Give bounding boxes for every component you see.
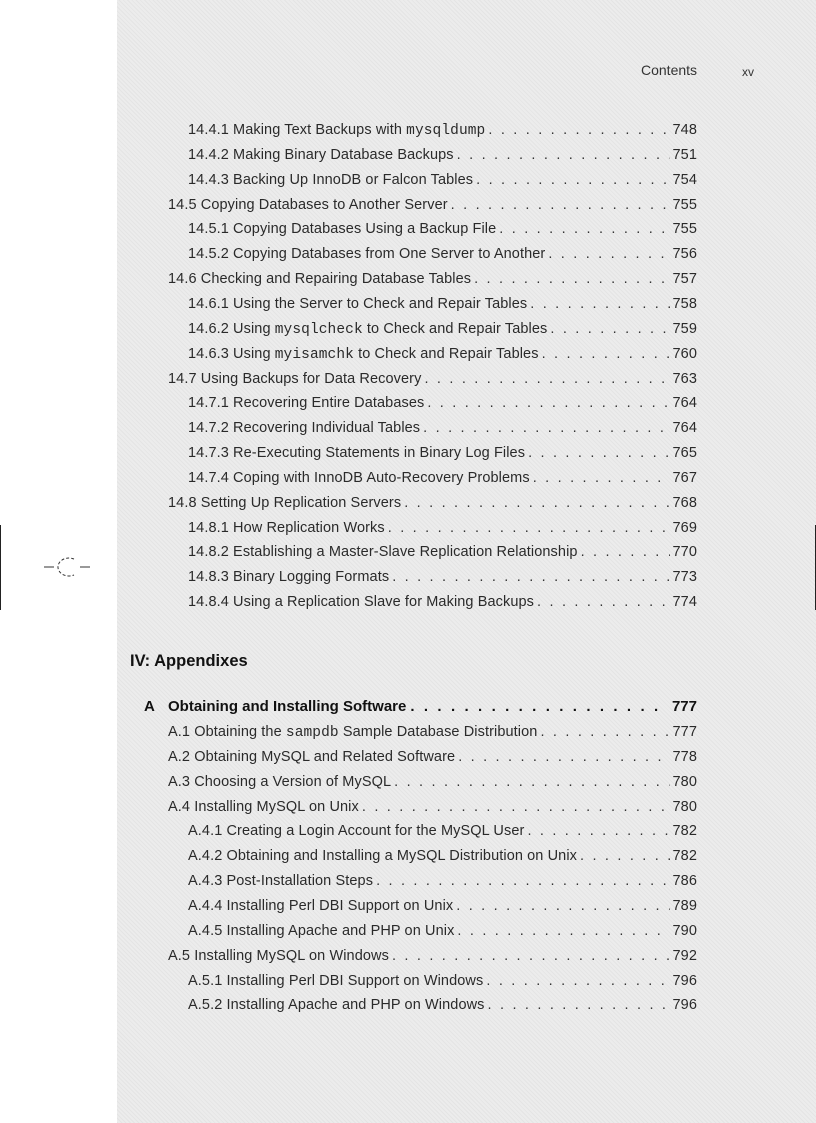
toc-entry-page: 777 <box>672 724 697 740</box>
toc-entry-page: 782 <box>672 848 697 865</box>
toc-entry-text: A.5 Installing MySQL on Windows <box>168 947 389 964</box>
toc-entry-title <box>188 393 424 413</box>
toc-entry-page: 770 <box>672 544 697 561</box>
toc-entry-text: A.4 Installing MySQL on Unix <box>168 798 359 815</box>
toc-entry-page: 760 <box>672 345 697 362</box>
dot-leader <box>362 797 670 817</box>
toc-entry[interactable] <box>0 468 697 488</box>
dot-leader <box>581 542 670 562</box>
toc-entry-code: mysqlcheck <box>274 321 363 338</box>
toc-entry[interactable] <box>0 921 697 941</box>
dot-leader <box>404 493 669 513</box>
toc-entry-text: 14.5 Copying Databases to Another Server <box>168 196 448 213</box>
dot-leader <box>394 772 669 792</box>
toc-entry[interactable] <box>0 896 697 916</box>
running-header <box>0 62 816 82</box>
toc-entry-text: 14.6.1 Using the Server to Check and Repair Tables <box>188 295 528 312</box>
dot-leader <box>458 747 669 767</box>
dot-leader <box>427 393 669 413</box>
toc-entry[interactable] <box>0 145 697 165</box>
toc-entry-page: 780 <box>672 798 697 815</box>
toc-entry-title <box>168 797 359 817</box>
toc-entry-text: A.4.1 Creating a Login Account for the MySQL User <box>188 823 525 840</box>
dot-leader <box>392 946 670 966</box>
toc-entry[interactable] <box>0 971 697 991</box>
toc-entry-title <box>188 592 534 612</box>
toc-entry[interactable] <box>0 294 697 314</box>
toc-entry-title <box>168 722 537 743</box>
header-section-title: Contents <box>641 62 698 78</box>
dot-leader <box>451 195 670 215</box>
toc-entry-text: 14.8.2 Establishing a Master-Slave Replication Relationship <box>188 544 578 561</box>
toc-entry-title <box>188 542 578 562</box>
dot-leader <box>499 219 669 239</box>
toc-entry-page: 755 <box>672 196 697 213</box>
toc-entry-title <box>168 195 448 215</box>
dot-leader <box>457 921 669 941</box>
toc-entry[interactable] <box>0 592 697 612</box>
toc-entry-page: 755 <box>672 221 697 238</box>
dot-leader <box>392 567 669 587</box>
dot-leader <box>423 418 669 438</box>
toc-entry-page: 792 <box>672 947 697 964</box>
toc-entry-page: 757 <box>672 271 697 288</box>
chapter-title: Obtaining and Installing Software <box>168 698 407 715</box>
toc-entry-title <box>188 921 454 941</box>
toc-entry-title <box>168 493 401 513</box>
dot-leader <box>488 995 670 1015</box>
dot-leader <box>530 294 669 314</box>
dot-leader <box>542 344 670 364</box>
dot-leader <box>550 319 669 339</box>
header-page-number: xv <box>742 65 754 79</box>
toc-entry-page: 764 <box>672 420 697 437</box>
toc-entry-text: 14.7.1 Recovering Entire Databases <box>188 395 425 412</box>
toc-entry-page: 758 <box>672 295 697 312</box>
toc-entry-title <box>168 946 389 966</box>
toc-entry-page: 764 <box>672 395 697 412</box>
toc-entry-title <box>188 995 485 1015</box>
toc-entry-title <box>188 145 454 165</box>
toc-entry-text: A.3 Choosing a Version of MySQL <box>168 773 392 790</box>
toc-entry-text: 14.4.1 Making Text Backups with <box>188 122 407 138</box>
toc-entry-page: 751 <box>672 146 697 163</box>
toc-entry-title <box>188 971 483 991</box>
chapter-page: 777 <box>671 698 697 715</box>
dot-leader <box>533 468 670 488</box>
toc-entry-title <box>188 319 547 340</box>
toc-entry-title <box>188 518 385 538</box>
toc-entry-title <box>188 120 485 141</box>
toc-entry[interactable] <box>0 747 697 767</box>
toc-entry-title <box>188 294 527 314</box>
toc-entry[interactable] <box>0 846 697 866</box>
toc-entry-text: 14.8.1 How Replication Works <box>188 519 385 536</box>
toc-entry-page: 748 <box>672 122 697 138</box>
toc-entry[interactable] <box>0 319 697 339</box>
toc-entry[interactable] <box>0 418 697 438</box>
toc-entry-text: 14.4.3 Backing Up InnoDB or Falcon Tables <box>188 171 474 188</box>
toc-entry-title <box>188 896 453 916</box>
toc-entry-text-suffix: Sample Database Distribution <box>338 724 538 740</box>
toc-entry-page: 774 <box>672 594 697 611</box>
toc-entry-title <box>188 821 524 841</box>
toc-entry[interactable] <box>0 821 697 841</box>
toc-entry-title <box>168 772 391 792</box>
toc-entry-page: 790 <box>672 922 697 939</box>
toc-entry-title <box>168 369 421 389</box>
toc-entry-page: 786 <box>672 873 697 890</box>
toc-entry-text-suffix: to Check and Repair Tables <box>353 345 539 362</box>
toc-entry-text: 14.7.4 Coping with InnoDB Auto-Recovery Problems <box>188 469 530 486</box>
toc-entry[interactable] <box>0 946 697 966</box>
toc-entry-page: 765 <box>672 445 697 462</box>
toc-entry-page: 780 <box>672 773 697 790</box>
toc-entry-text: 14.8.3 Binary Logging Formats <box>188 569 390 586</box>
toc-entry-text: 14.8 Setting Up Replication Servers <box>168 494 402 511</box>
dot-leader <box>388 518 670 538</box>
toc-entry-text: 14.6 Checking and Repairing Database Tables <box>168 271 472 288</box>
toc-entry-title <box>188 846 577 866</box>
dot-leader <box>488 120 669 140</box>
toc-entry[interactable] <box>0 244 697 264</box>
toc-entry-text: 14.8.4 Using a Replication Slave for Making Backups <box>188 594 535 611</box>
toc-entry-title <box>188 468 530 488</box>
toc-entry[interactable] <box>0 772 697 792</box>
toc-entry-page: 782 <box>672 823 697 840</box>
toc-entry[interactable] <box>0 722 697 742</box>
toc-entry[interactable] <box>0 542 697 562</box>
toc-entry[interactable] <box>0 493 697 513</box>
toc-entry-code: myisamchk <box>274 346 354 363</box>
toc-entry[interactable] <box>0 219 697 239</box>
toc-entry-text: A.4.3 Post-Installation Steps <box>188 873 374 890</box>
toc-entry-text: 14.7.2 Recovering Individual Tables <box>188 420 421 437</box>
toc-entry-text: A.4.5 Installing Apache and PHP on Unix <box>188 922 455 939</box>
toc-entry-text: A.1 Obtaining the <box>168 724 286 740</box>
toc-entry-text: 14.7.3 Re-Executing Statements in Binary Log Files <box>188 445 526 462</box>
dot-leader <box>456 896 669 916</box>
dot-leader <box>537 592 669 612</box>
dot-leader <box>527 821 669 841</box>
toc-entry-text: 14.6.2 Using <box>188 320 275 337</box>
dot-leader <box>476 170 669 190</box>
dot-leader <box>474 269 669 289</box>
toc-entry-page: 769 <box>672 519 697 536</box>
toc-entry-text: A.5.1 Installing Perl DBI Support on Windows <box>188 972 484 989</box>
toc-entry-code: mysqldump <box>406 123 486 139</box>
dot-leader <box>528 443 669 463</box>
toc-entry-page: 767 <box>672 469 697 486</box>
toc-entry-text: 14.5.2 Copying Databases from One Server to Another <box>188 246 546 263</box>
toc-entry-text: 14.4.2 Making Binary Database Backups <box>188 146 454 163</box>
toc-entry-page: 796 <box>672 997 697 1014</box>
toc-entry[interactable] <box>0 195 697 215</box>
toc-entry-page: 768 <box>672 494 697 511</box>
toc-entry[interactable] <box>0 369 697 389</box>
toc-entry-page: 763 <box>672 370 697 387</box>
toc-entry-title <box>168 269 471 289</box>
toc-entry-text: 14.7 Using Backups for Data Recovery <box>168 370 422 387</box>
toc-entry-title <box>168 747 455 767</box>
toc-entry-text: A.4.4 Installing Perl DBI Support on Unix <box>188 897 454 914</box>
toc-entry-title <box>188 871 373 891</box>
toc-entry[interactable] <box>0 344 697 364</box>
toc-entry[interactable] <box>0 170 697 190</box>
toc-entry[interactable] <box>0 567 697 587</box>
dot-leader <box>376 871 669 891</box>
dot-leader <box>424 369 669 389</box>
toc-entry-page: 773 <box>672 569 697 586</box>
toc-entry-page: 754 <box>672 171 697 188</box>
toc-entry-title <box>188 219 496 239</box>
toc-entry[interactable] <box>0 269 697 289</box>
toc-entry-title <box>188 344 539 365</box>
toc-entry-title <box>188 567 389 587</box>
toc-entry-page: 789 <box>672 897 697 914</box>
part-heading: IV: Appendixes <box>130 652 248 670</box>
toc-entry[interactable] <box>0 393 697 413</box>
dot-leader <box>457 145 670 165</box>
toc-entry-title <box>188 443 525 463</box>
toc-entry-title <box>188 244 545 264</box>
toc-entry-text: 14.5.1 Copying Databases Using a Backup File <box>188 221 497 238</box>
dot-leader <box>486 971 669 991</box>
chapter-entry[interactable] <box>144 698 697 720</box>
toc-entry[interactable] <box>0 871 697 891</box>
toc-entry-title <box>188 418 420 438</box>
toc-entry-text: A.4.2 Obtaining and Installing a MySQL Distribution on Unix <box>188 848 578 865</box>
toc-entry-text: 14.6.3 Using <box>188 345 275 362</box>
toc-entry-page: 756 <box>672 246 697 263</box>
chapter-letter: A <box>144 698 155 715</box>
toc-entry[interactable] <box>0 797 697 817</box>
toc-entry-code: sampdb <box>285 725 339 741</box>
dot-leader <box>540 722 669 742</box>
toc-entry-title <box>188 170 473 190</box>
toc-entry[interactable] <box>0 518 697 538</box>
dot-leader <box>580 846 669 866</box>
toc-entry-page: 759 <box>672 320 697 337</box>
dot-leader <box>548 244 669 264</box>
toc-entry-text: A.5.2 Installing Apache and PHP on Windows <box>188 997 485 1014</box>
toc-entry[interactable] <box>0 120 697 140</box>
toc-entry[interactable] <box>0 443 697 463</box>
toc-entry[interactable] <box>0 995 697 1015</box>
dot-leader <box>410 698 668 715</box>
toc-entry-page: 796 <box>672 972 697 989</box>
toc-entry-text: A.2 Obtaining MySQL and Related Software <box>168 748 456 765</box>
toc-entry-page: 778 <box>672 748 697 765</box>
toc-entry-text-suffix: to Check and Repair Tables <box>362 320 548 337</box>
